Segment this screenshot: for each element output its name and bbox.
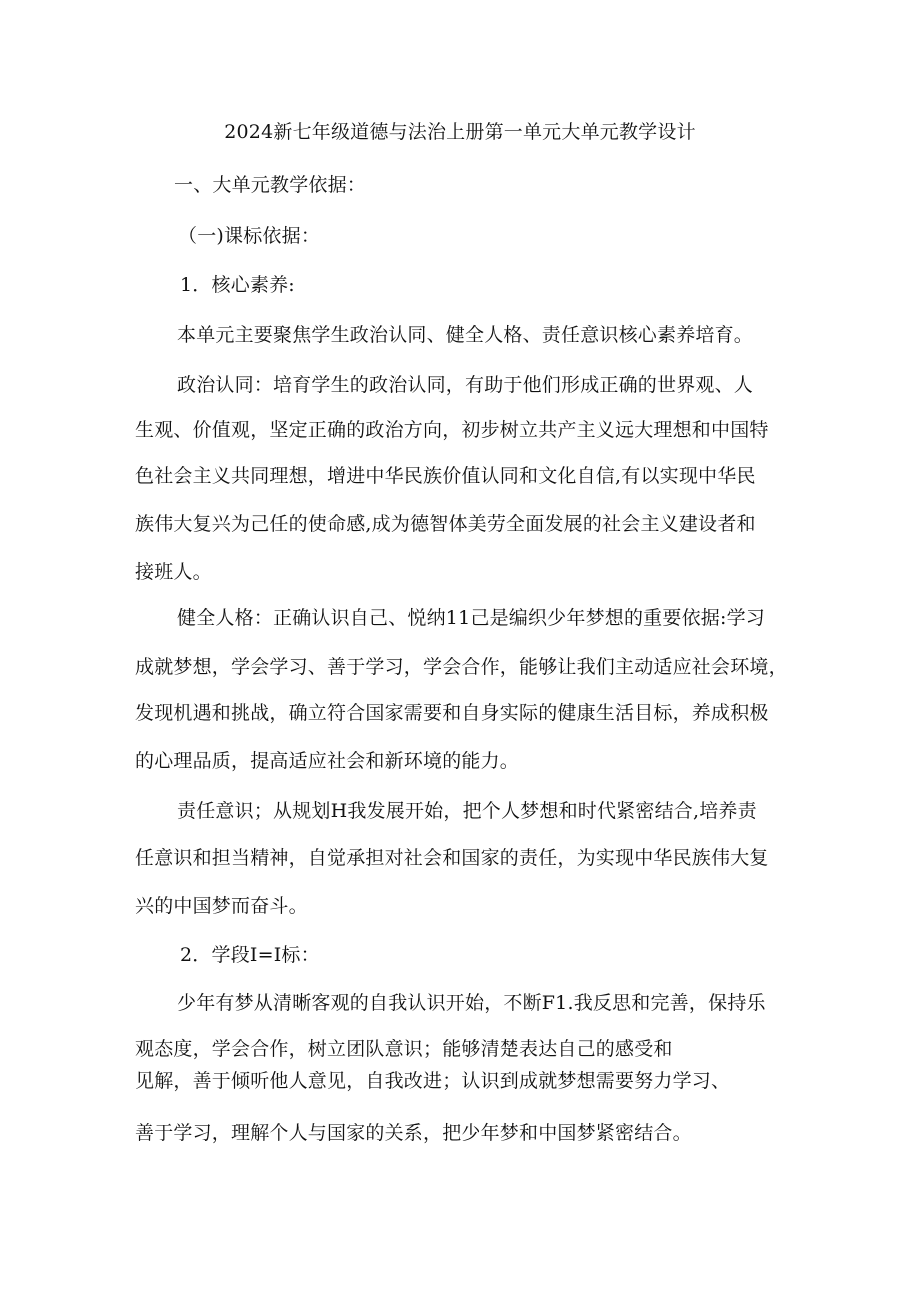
paragraph-line: 色社会主义共同理想，增进中华民族价值认同和文化自信,有以实现中华民 [135, 465, 756, 487]
paragraph-line: 族伟大复兴为己任的使命感,成为德智体美劳全面发展的社会主义建设者和 [135, 513, 756, 535]
paragraph-line: 善于学习，理解个人与国家的关系，把少年梦和中国梦紧密结合。 [135, 1122, 692, 1144]
paragraph-line: 健全人格：正确认识自己、悦纳11己是编织少年梦想的重要依据:学习 [177, 607, 765, 629]
paragraph-line: 的心理品质，提高适应社会和新环境的能力。 [135, 750, 520, 772]
item-heading-stage-goals: 2．学段I=I标： [180, 944, 320, 966]
paragraph-line: 生观、价值观，坚定正确的政治方向，初步树立共产主义远大理想和中国特 [135, 419, 769, 441]
paragraph-line: 政治认同：培育学生的政治认同，有助于他们形成正确的世界观、人 [177, 374, 754, 396]
paragraph-line: 接班人。 [135, 561, 212, 583]
paragraph-line: 观态度，学会合作，树立团队意识；能够清楚表达自己的感受和 [135, 1038, 673, 1060]
paragraph-line: 成就梦想，学会学习、善于学习，学会合作，能够让我们主动适应社会环境， [135, 656, 788, 678]
subsection-heading: （一)课标依据： [178, 225, 321, 247]
paragraph-line: 少年有梦从清晰客观的自我认识开始，不断F1.我反思和完善，保持乐 [177, 992, 766, 1014]
paragraph-line: 兴的中国梦而奋斗。 [135, 895, 308, 917]
section-heading: 一、大单元教学依据： [174, 174, 367, 196]
paragraph-line: 发现机遇和挑战，确立符合国家需要和自身实际的健康生活目标，养成积极 [135, 702, 769, 724]
document-title: 2024新七年级道德与法治上册第一单元大单元教学设计 [224, 121, 696, 143]
paragraph-line: 责任意识；从规划H我发展开始，把个人梦想和时代紧密结合,培养责 [177, 800, 757, 822]
item-heading-core-literacy: 1．核心素养: [180, 274, 295, 296]
paragraph-line: 任意识和担当精神，自觉承担对社会和国家的责任，为实现中华民族伟大复 [135, 847, 769, 869]
paragraph-intro: 本单元主要聚焦学生政治认同、健全人格、责任意识核心素养培育。 [177, 324, 754, 346]
paragraph-line: 见解，善于倾听他人意见，自我改进；认识到成就梦想需要努力学习、 [135, 1070, 731, 1092]
